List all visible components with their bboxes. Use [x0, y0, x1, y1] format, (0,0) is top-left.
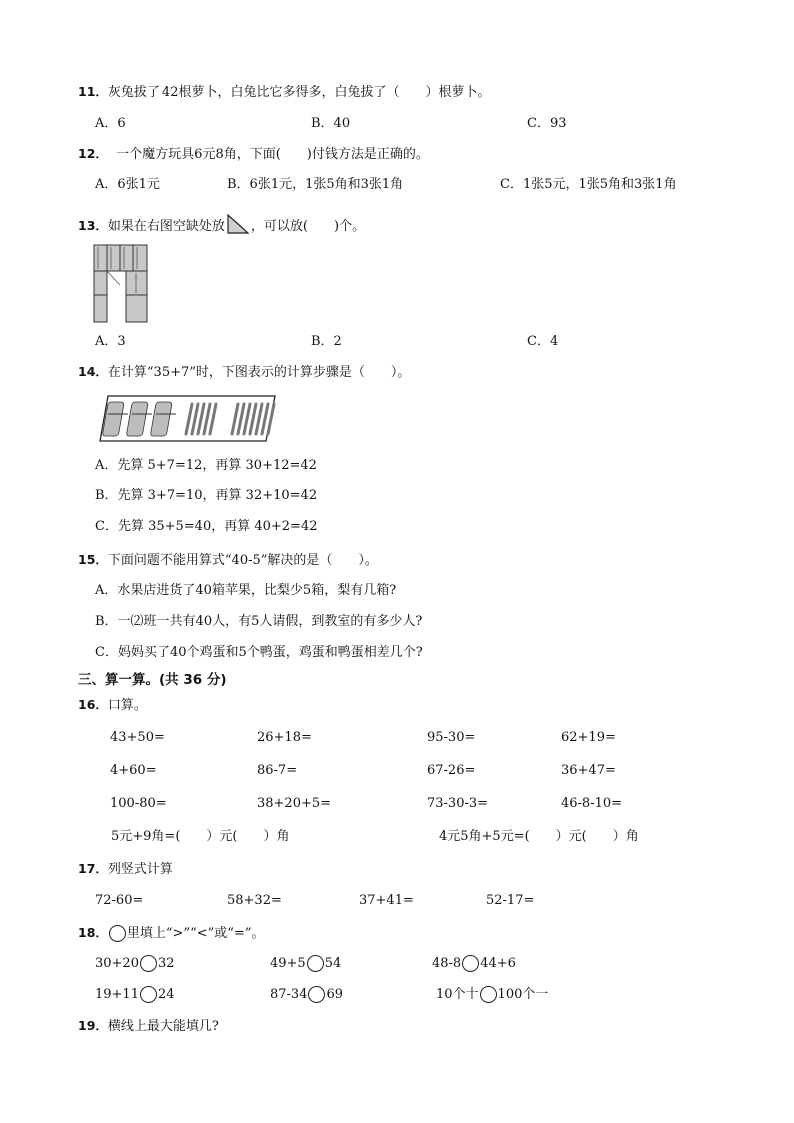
oral-calc-item: 26+18=: [257, 730, 312, 745]
compare-circle-input[interactable]: [462, 955, 479, 972]
compare-circle-input[interactable]: [480, 986, 497, 1003]
sticks-bundle-figure: [98, 392, 278, 444]
oral-calc-item: 4+60=: [110, 763, 157, 778]
compare-item: 30+20 32: [95, 956, 175, 971]
section-3-title: 三、算一算。(共 36 分): [78, 672, 227, 688]
q14-option-a[interactable]: A．先算 5+7=12，再算 30+12=42: [95, 458, 317, 473]
q13-option-a[interactable]: A．3: [95, 334, 126, 349]
compare-circle-input[interactable]: [140, 955, 157, 972]
compare-item: 49+5 54: [270, 956, 342, 971]
compare-item: 10个十 100个一: [436, 987, 549, 1002]
vertical-calc-item: 37+41=: [359, 893, 414, 908]
oral-calc-item: 100-80=: [110, 796, 167, 811]
q15-option-b[interactable]: B．一⑵班一共有40人，有5人请假，到教室的有多少人?: [95, 614, 423, 629]
question-13: 13．如果在右图空缺处放 ，可以放( )个。: [78, 214, 365, 239]
question-18: 18． 里填上“>”“<”或“=”。: [78, 925, 265, 941]
q12-option-a[interactable]: A．6张1元: [95, 177, 160, 192]
compare-item: 48-8 44+6: [432, 956, 516, 971]
arch-block-figure: [94, 245, 150, 323]
compare-circle-input[interactable]: [307, 955, 324, 972]
vertical-calc-item: 72-60=: [95, 893, 144, 908]
q12-option-c[interactable]: C．1张5元，1张5角和3张1角: [500, 177, 677, 192]
vertical-calc-item: 52-17=: [486, 893, 535, 908]
money-conversion-item: 4元5角+5元=( ）元( ）角: [439, 829, 639, 844]
oral-calc-item: 43+50=: [110, 730, 165, 745]
q12-option-b[interactable]: B．6张1元，1张5角和3张1角: [227, 177, 404, 192]
oral-calc-item: 62+19=: [561, 730, 616, 745]
question-11: 11．灰兔拔了 42根萝卜，白兔比它多得多，白兔拔了（ ）根萝卜。: [78, 84, 491, 100]
q13-option-b[interactable]: B．2: [311, 334, 342, 349]
triangle-piece-icon: [227, 214, 249, 239]
q14-option-b[interactable]: B．先算 3+7=10，再算 32+10=42: [95, 488, 318, 503]
q14-option-c[interactable]: C．先算 35+5=40，再算 40+2=42: [95, 519, 318, 534]
oral-calc-item: 36+47=: [561, 763, 616, 778]
compare-item: 19+11 24: [95, 987, 175, 1002]
compare-circle-input[interactable]: [308, 986, 325, 1003]
oral-calc-item: 86-7=: [257, 763, 298, 778]
question-15: 15．下面问题不能用算式“40-5”解决的是（ ）。: [78, 552, 378, 568]
q11-option-a[interactable]: A．6: [95, 116, 126, 131]
question-19: 19．横线上最大能填几?: [78, 1018, 219, 1034]
oral-calc-item: 73-30-3=: [427, 796, 489, 811]
oral-calc-item: 95-30=: [427, 730, 476, 745]
oral-calc-item: 46-8-10=: [561, 796, 623, 811]
q15-option-a[interactable]: A．水果店进货了40箱苹果，比梨少5箱，梨有几箱?: [95, 583, 397, 598]
compare-circle-input[interactable]: [140, 986, 157, 1003]
oral-calc-item: 67-26=: [427, 763, 476, 778]
q15-option-c[interactable]: C．妈妈买了40个鸡蛋和5个鸭蛋，鸡蛋和鸭蛋相差几个?: [95, 645, 423, 660]
compare-circle-icon: [109, 925, 126, 942]
oral-calc-item: 38+20+5=: [257, 796, 332, 811]
q13-option-c[interactable]: C．4: [527, 334, 559, 349]
money-conversion-item: 5元+9角=( ）元( ）角: [111, 829, 290, 844]
q11-option-c[interactable]: C．93: [527, 116, 567, 131]
vertical-calc-item: 58+32=: [227, 893, 282, 908]
q11-option-b[interactable]: B．40: [311, 116, 351, 131]
question-12: 12． 一个魔方玩具6元8角，下面( )付钱方法是正确的。: [78, 146, 429, 162]
question-17: 17．列竖式计算: [78, 861, 173, 877]
question-16: 16．口算。: [78, 697, 147, 713]
question-14: 14．在计算“35+7”时，下图表示的计算步骤是（ ）。: [78, 364, 411, 380]
compare-item: 87-34 69: [270, 987, 344, 1002]
